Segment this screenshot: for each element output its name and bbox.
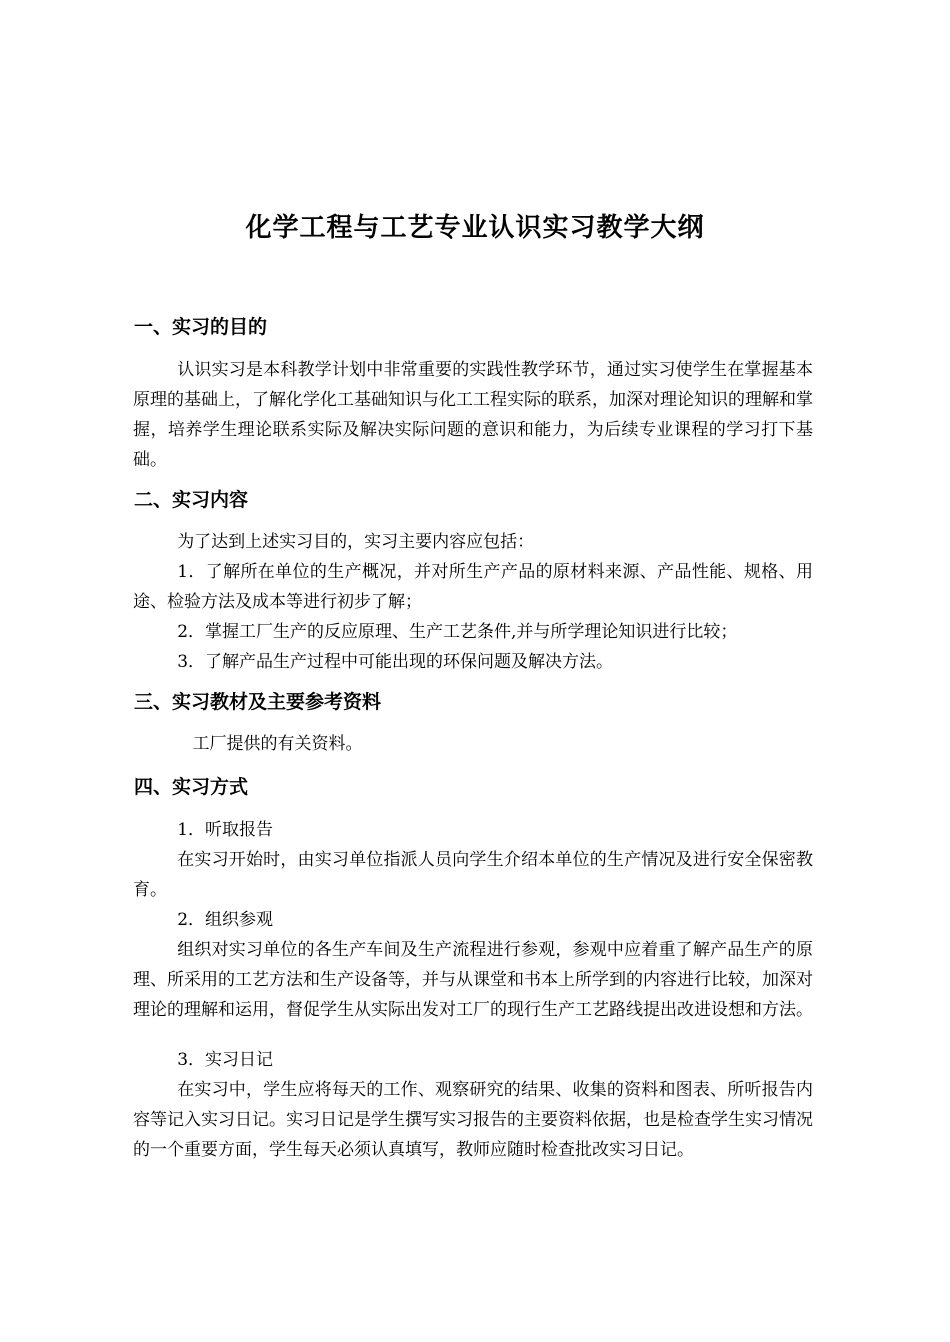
content-item-3: 3．了解产品生产过程中可能出现的环保问题及解决方法。 [177,652,614,672]
method-text-report: 在实习开始时，由实习单位指派人员向学生介绍本单位的生产情况及进行安全保密教育。 [133,850,813,900]
materials-text: 工厂提供的有关资料。 [192,734,363,754]
section-heading-purpose: 一、实习的目的 [134,316,268,338]
content-item-2: 2．掌握工厂生产的反应原理、生产工艺条件,并与所学理论知识进行比较； [177,622,738,642]
method-label-diary: 3．实习日记 [177,1050,274,1070]
content-item-1: 1．了解所在单位的生产概况，并对所生产产品的原材料来源、产品性能、规格、用途、检验方法及成本等进行初步了解； [133,562,813,612]
purpose-paragraph: 认识实习是本科教学计划中非常重要的实践性教学环节，通过实习使学生在掌握基本原理的基础上，了解化学化工基础知识与化工工程实际的联系，加深对理论知识的理解和掌握，培养学生理论联系实际及解决实际问题的意识和能力，为后续专业课程的学习打下基础。 [133,360,813,470]
section-heading-method: 四、实习方式 [134,776,249,798]
document-title: 化学工程与工艺专业认识实习教学大纲 [245,213,705,243]
method-text-visit: 组织对实习单位的各生产车间及生产流程进行参观，参观中应着重了解产品生产的原理、所采用的工艺方法和生产设备等，并与从课堂和书本上所学到的内容进行比较，加深对理论的理解和运用，督促学生从实际出发对工厂的现行生产工艺路线提出改进设想和方法。 [133,940,813,1020]
method-label-visit: 2．组织参观 [177,910,274,930]
section-heading-content: 二、实习内容 [134,489,249,511]
content-intro: 为了达到上述实习目的，实习主要内容应包括： [177,532,535,552]
section-heading-materials: 三、实习教材及主要参考资料 [134,691,382,713]
method-label-report: 1．听取报告 [177,820,274,840]
method-text-diary: 在实习中，学生应将每天的工作、观察研究的结果、收集的资料和图表、所听报告内容等记入实习日记。实习日记是学生撰写实习报告的主要资料依据，也是检查学生实习情况的一个重要方面，学生每天必须认真填写，教师应随时检查批改实习日记。 [133,1080,813,1160]
